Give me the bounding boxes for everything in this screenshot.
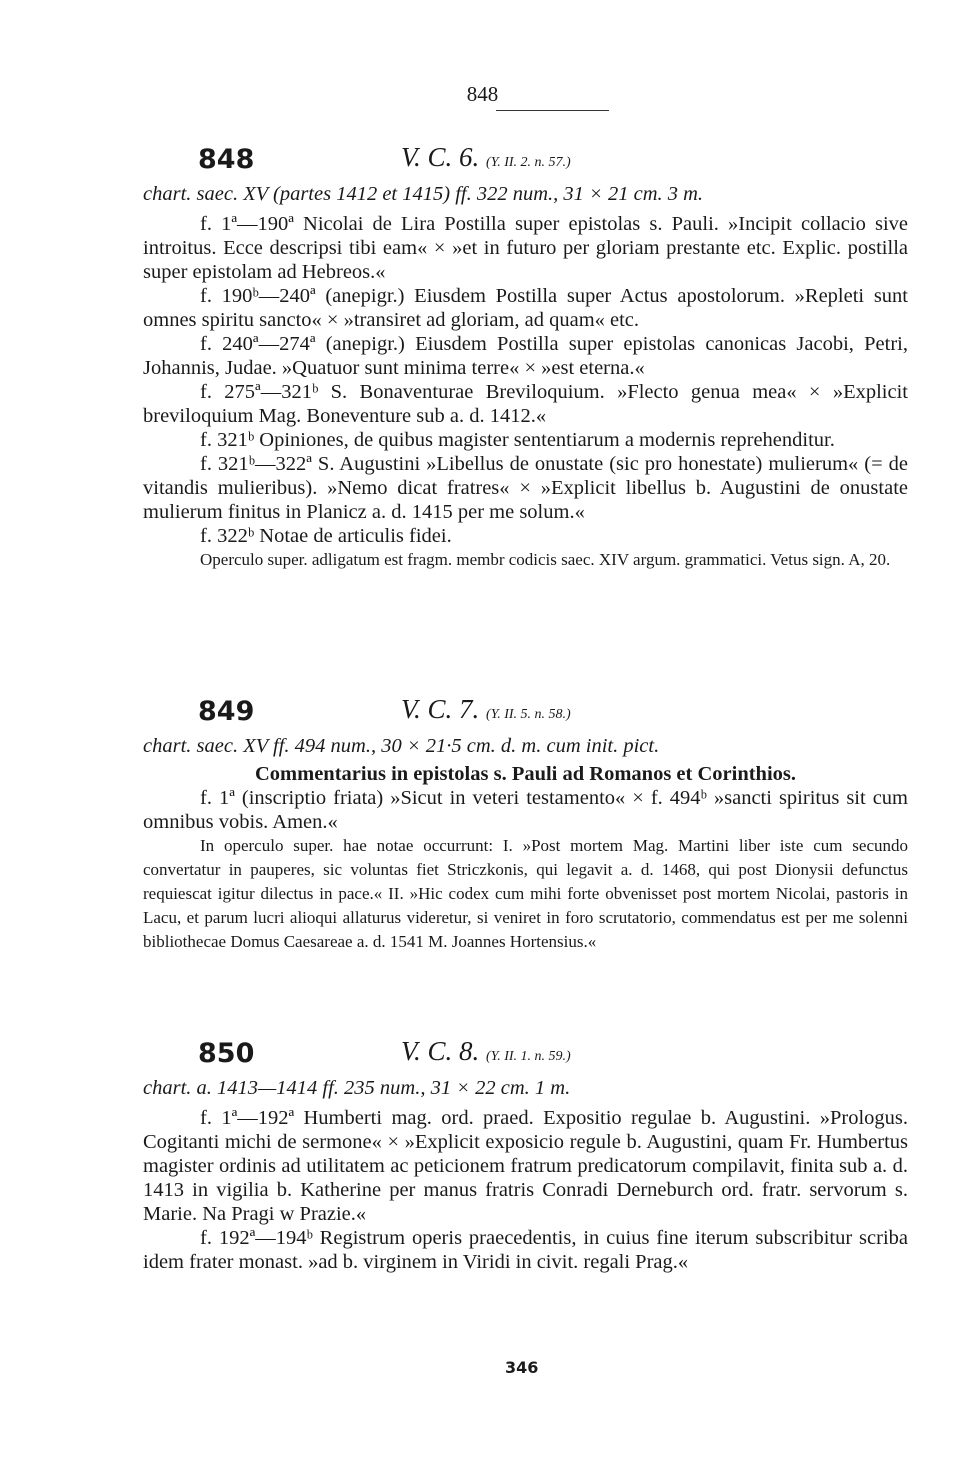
- entry-paragraph: f. 1ª—190ª Nicolai de Lira Postilla super epistolas s. Pauli. »Incipit collacio sive introitus. Ecce descripsi tibi eam« × »et in futuro per gloriam prestante etc. Explic. postilla super epistolam ad Hebreos.«: [143, 213, 908, 283]
- catalog-entry-848: [143, 138, 908, 572]
- entry-heading: [143, 1032, 908, 1072]
- entry-description: chart. saec. XV (partes 1412 et 1415) ff. 322 num., 31 × 21 cm. 3 m.: [143, 183, 704, 205]
- entry-paragraph: f. 240ª—274ª (anepigr.) Eiusdem Postilla super epistolas canonicas Jacobi, Petri, Johannis, Judae. »Quatuor sunt minima terre« × »est eterna.«: [143, 333, 908, 379]
- entry-signature: [401, 1036, 571, 1067]
- signature-text: V. C. 6.: [401, 142, 480, 172]
- entry-description: chart. a. 1413—1414 ff. 235 num., 31 × 22 cm. 1 m.: [143, 1077, 571, 1099]
- entry-paragraph: f. 1ª (inscriptio friata) »Sicut in veteri testamento« × f. 494ᵇ »sancti spiritus sit cum omnibus vobis. Amen.«: [143, 787, 908, 833]
- entry-signature: [401, 142, 571, 173]
- entry-paragraph: f. 1ª—192ª Humberti mag. ord. praed. Expositio regulae b. Augustini. »Prologus. Cogitanti michi de sermone« × »Explicit exposicio regule b. Augustini, quam Fr. Humbertus magister ordinis ad utilitatem ac peticionem fratrum predicatorum compilavit, finita sub a. d. 1413 in vigilia b. Katherine per manus fratris Conradi Derneburch ord. fratr. servorum s. Marie. Na Pragi w Prazie.«: [143, 1107, 908, 1225]
- entry-heading: [143, 690, 908, 730]
- entry-number: 850: [198, 1038, 255, 1069]
- entry-paragraph: f. 321ᵇ Opiniones, de quibus magister sententiarum a modernis reprehenditur.: [200, 429, 835, 451]
- header-page-number: 848: [466, 82, 499, 106]
- catalog-entry-849: [143, 690, 908, 954]
- signature-note: (Y. II. 1. n. 59.): [486, 1049, 571, 1064]
- header-rule: [496, 110, 609, 111]
- entry-heading: [143, 138, 908, 178]
- running-header: [355, 82, 610, 107]
- entry-note: Operculo super. adligatum est fragm. membr codicis saec. XIV argum. grammatici. Vetus sign. A, 20.: [200, 550, 891, 569]
- entry-description: chart. saec. XV ff. 494 num., 30 × 21·5 cm. d. m. cum init. pict.: [143, 735, 660, 757]
- entry-note: In operculo super. hae notae occurrunt: I. »Post mortem Mag. Martini liber iste cum secundo convertatur in pauperes, sic voluntas fiet Striczkonis, qui legavit a. d. 1468, qui post Dionysii defunctus requiescat igitur dilectus in pace.« II. »Hic codex cum mihi forte obvenisset post mortem Nicolai, pastoris in Lacu, et parum lucri alioqui allaturus videretur, si veniret in foro scrutatorio, commendatus est per me solenni bibliothecae Domus Caesareae a. d. 1541 M. Joannes Hortensius.«: [143, 836, 908, 951]
- signature-note: (Y. II. 2. n. 57.): [486, 155, 571, 170]
- entry-number: 848: [198, 144, 255, 175]
- entry-paragraph: f. 190ᵇ—240ª (anepigr.) Eiusdem Postilla super Actus apostolorum. »Repleti sunt omnes spiritu sancto« × »transiret ad gloriam, ad quam« etc.: [143, 285, 908, 331]
- entry-signature: [401, 694, 571, 725]
- entry-title: Commentarius in epistolas s. Pauli ad Romanos et Corinthios.: [254, 763, 796, 785]
- catalog-entry-850: [143, 1032, 908, 1274]
- signature-text: V. C. 7.: [401, 694, 480, 724]
- entry-paragraph: f. 322ᵇ Notae de articulis fidei.: [200, 525, 452, 547]
- signature-note: (Y. II. 5. n. 58.): [486, 707, 571, 722]
- page-folio: 346: [505, 1358, 539, 1377]
- entry-paragraph: f. 321ᵇ—322ª S. Augustini »Libellus de onustate (sic pro honestate) mulierum« (= de vitandis mulieribus). »Nemo dicat fratres« × »Explicit libellus b. Augustini de onustate mulierum finitus in Planicz a. d. 1415 per me solum.«: [143, 453, 908, 523]
- signature-text: V. C. 8.: [401, 1036, 480, 1066]
- entry-paragraph: f. 275ª—321ᵇ S. Bonaventurae Breviloquium. »Flecto genua mea« × »Explicit breviloquium Mag. Boneventure sub a. d. 1412.«: [143, 381, 908, 427]
- entry-paragraph: f. 192ª—194ᵇ Registrum operis praecedentis, in cuius fine iterum subscribitur scriba idem frater monast. »ad b. virginem in Viridi in civit. regali Prag.«: [143, 1227, 908, 1273]
- entry-number: 849: [198, 696, 255, 727]
